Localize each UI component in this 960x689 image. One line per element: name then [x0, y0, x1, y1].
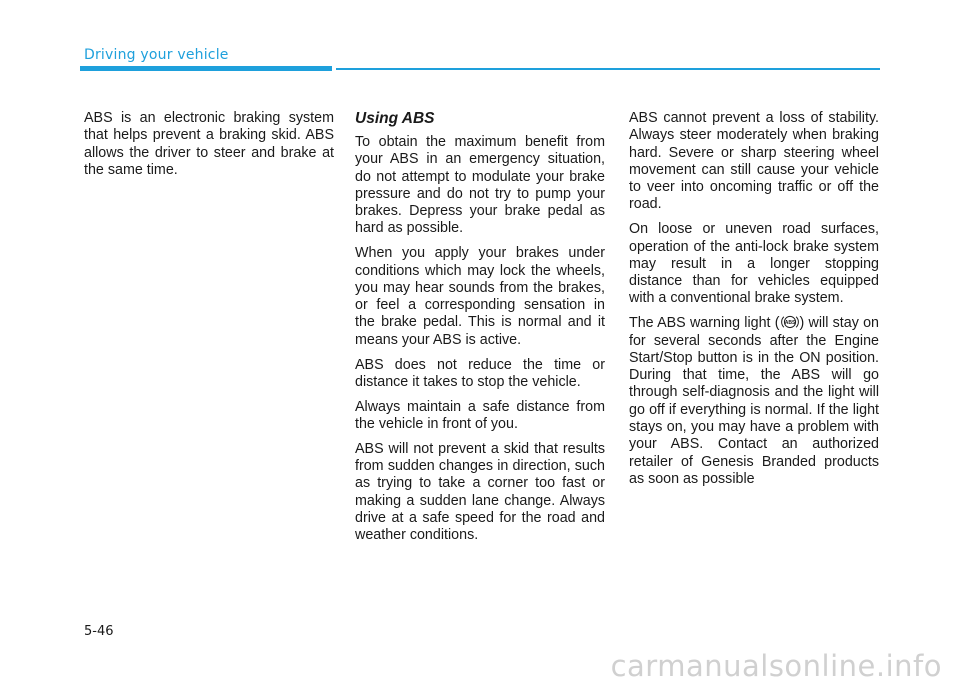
header-rule-thin	[336, 68, 880, 70]
paragraph-warning-light	[629, 315, 879, 488]
watermark: carmanualsonline.info	[610, 649, 942, 683]
abs-icon-label: ABS	[784, 319, 795, 326]
subheading-using-abs: Using ABS	[355, 110, 435, 127]
paragraph: ABS does not reduce the time or distance it takes to stop the vehicle.	[355, 356, 605, 390]
paragraph: ABS cannot prevent a loss of stability. Always steer moderately when braking hard. Severe or sharp steering wheel movement can still cause your vehicle to veer into oncoming traffic or off the road.	[629, 110, 879, 213]
paragraph: Always maintain a safe distance from the vehicle in front of you.	[355, 398, 605, 432]
paragraph: ABS will not prevent a skid that results from sudden changes in direction, such as trying to take a corner too fast or making a sudden lane change. Always drive at a safe speed for the road and weather conditions.	[355, 440, 605, 544]
header-rule-thick	[80, 66, 332, 71]
section-title: Driving your vehicle	[84, 47, 229, 63]
paragraph: To obtain the maximum benefit from your ABS in an emergency situation, do not attempt to modulate your brake pressure and do not try to pump your brakes. Depress your brake pedal as hard as possible.	[355, 134, 605, 237]
abs-warning-icon	[781, 313, 799, 331]
column-using-abs	[355, 110, 605, 552]
warning-text-before: The ABS warning light (	[629, 315, 780, 332]
warning-text-after: ) will stay on for several seconds after the Engine Start/Stop button is in the ON position. During that time, the ABS will go through self-diagnosis and the light will go off if everything is normal. If the light stays on, you may have a problem with your ABS. Contact an authorized retailer of Genesis Branded products as soon as possible	[629, 315, 879, 487]
paragraph: When you apply your brakes under conditions which may lock the wheels, you may hear sounds from the brakes, or feel a corresponding sensation in the brake pedal. This is normal and it means your ABS is active.	[355, 245, 605, 348]
column-abs-notes	[629, 110, 879, 496]
paragraph: ABS is an electronic braking system that helps prevent a braking skid. ABS allows the driver to steer and brake at the same time.	[84, 110, 334, 178]
paragraph: On loose or uneven road surfaces, operation of the anti-lock brake system may result in a longer stopping distance than for vehicles equipped with a conventional brake system.	[629, 221, 879, 307]
column-intro	[84, 110, 334, 187]
page-number: 5-46	[84, 624, 114, 639]
